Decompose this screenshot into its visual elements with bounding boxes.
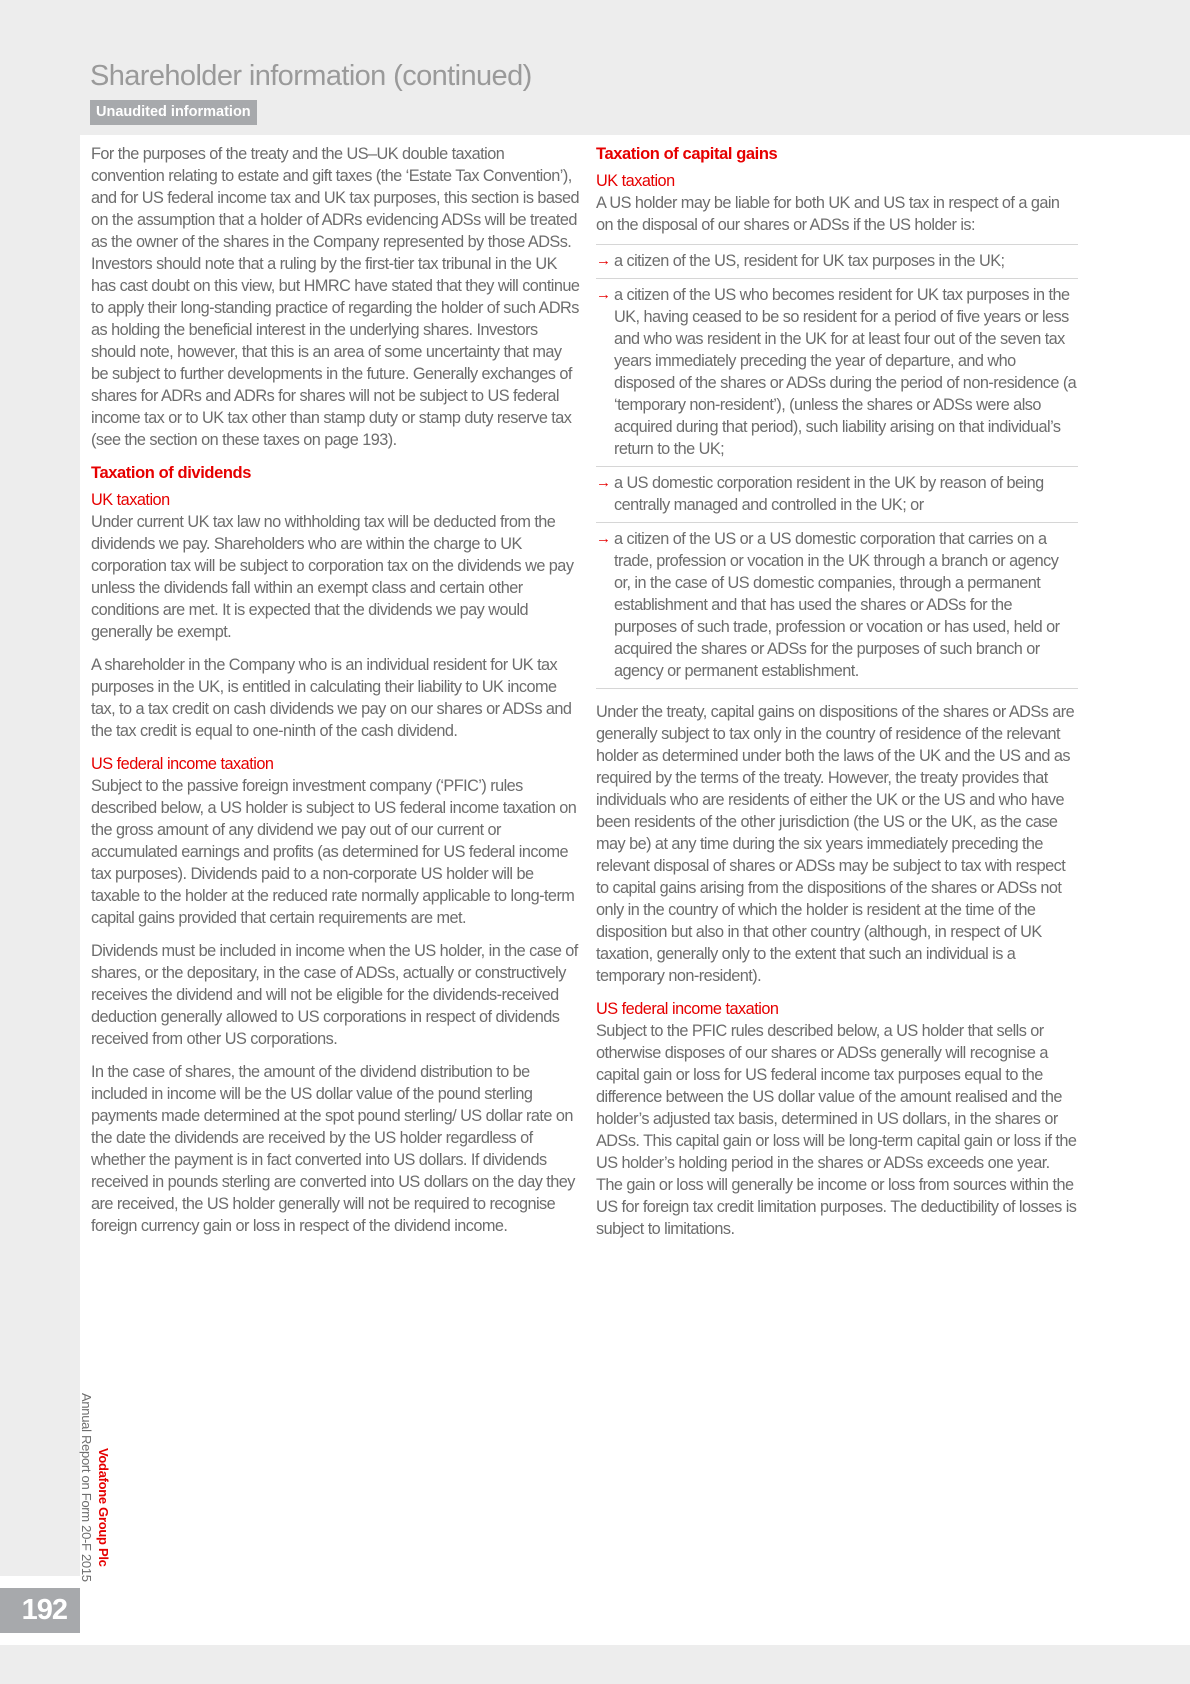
list-item-text: a citizen of the US or a US domestic corporation that carries on a trade, profession or vocation in the UK through a branch or agency or, in the case of US domestic companies, through a permanent establishment and that has used the shares or ADSs for the purposes of such trade, profession or vocation or has used, held or acquired the shares or ADSs for the purposes of such branch or agency or permanent establishment. <box>614 530 1060 680</box>
page-number: 192 <box>0 1588 80 1633</box>
report-name: Annual Report on Form 20-F 2015 <box>79 1393 94 1582</box>
arrow-right-icon: → <box>596 252 611 269</box>
footer-band <box>0 1645 1190 1684</box>
list-item-text: a citizen of the US, resident for UK tax purposes in the UK; <box>614 252 1005 270</box>
list-item <box>596 523 1078 689</box>
treaty-paragraph: Under the treaty, capital gains on dispositions of the shares or ADSs are generally subject to tax only in the country of residence of the relevant holder as determined under both the laws of the UK and the US and as required by the terms of the treaty. However, the treaty provides that individuals who are residents of either the UK or the US and who have been residents of the other jurisdiction (the US or the UK, as the case may be) at any time during the six years immediately preceding the relevant disposal of shares or ADSs may be subject to tax with respect to capital gains arising from the dispositions of the shares or ADSs not only in the country of which the holder is resident at the time of the disposition but also in that other country (although, in respect of UK taxation, generally only to the extent that such an individual is a temporary non-resident). <box>596 703 1075 985</box>
capital-gains-us-paragraph: Subject to the PFIC rules described below, a US holder that sells or otherwise disposes of our shares or ADSs generally will recognise a capital gain or loss for US federal income tax purposes equal to the difference between the US dollar value of the amount realised and the holder’s adjusted tax basis, determined in US dollars, in the shares or ADSs. This capital gain or loss will be long-term capital gain or loss if the US holder’s holding period in the shares or ADSs exceeds one year. The gain or loss will generally be income or loss from sources within the US for foreign tax credit limitation purposes. The deductibility of losses is subject to limitations. <box>596 1022 1077 1238</box>
list-item <box>596 245 1078 279</box>
capital-gains-uk-intro: A US holder may be liable for both UK and US tax in respect of a gain on the disposal of our shares or ADSs if the US holder is: <box>596 194 1060 234</box>
dividends-uk-paragraph-2: A shareholder in the Company who is an individual resident for UK tax purposes in the UK, is entitled in calculating their liability to UK income tax, to a tax credit on cash dividends we pay on our shares or ADSs and the tax credit is equal to one-ninth of the cash dividend. <box>91 656 572 740</box>
dividends-us-paragraph-3: In the case of shares, the amount of the dividend distribution to be included in income will be the US dollar value of the pound sterling payments made determined at the spot pound sterling/ US dollar rate on the date the dividends are received by the US holder regardless of whether the payment is in fact converted into US dollars. If dividends received in pounds sterling are converted into US dollars on the day they are received, the US holder generally will not be required to recognise foreign currency gain or loss in respect of the dividend income. <box>91 1063 575 1235</box>
sidebar-background <box>0 135 80 1576</box>
list-item <box>596 467 1078 523</box>
arrow-right-icon: → <box>596 530 611 547</box>
list-item-text: a US domestic corporation resident in the UK by reason of being centrally managed and controlled in the UK; or <box>614 474 1044 514</box>
arrow-right-icon: → <box>596 286 611 303</box>
dividends-uk-paragraph-1: Under current UK tax law no withholding tax will be deducted from the dividends we pay. Shareholders who are within the charge to UK corporation tax will be subject to corporation tax on the dividends we pay unless the dividends fall within an exempt class and certain other conditions are met. It is expected that the dividends we pay would generally be exempt. <box>91 513 574 641</box>
arrow-right-icon: → <box>596 474 611 491</box>
intro-paragraph: For the purposes of the treaty and the US–UK double taxation convention relating to estate and gift taxes (the ‘Estate Tax Convention’), and for US federal income tax and UK tax purposes, this section is based on the assumption that a holder of ADRs evidencing ADSs will be treated as the owner of the shares in the Company represented by those ADSs. Investors should note that a ruling by the first-tier tax tribunal in the UK has cast doubt on this view, but HMRC have stated that they will continue to apply their long-standing practice of regarding the holder of such ADRs as holding the beneficial interest in the underlying shares. Investors should note, however, that this is an area of some uncertainty that may be subject to further developments in the future. Generally exchanges of shares for ADRs and ADRs for shares will not be subject to US federal income tax or to UK tax other than stamp duty or stamp duty reserve tax (see the section on these taxes on page 193). <box>91 145 580 449</box>
dividends-us-paragraph-2: Dividends must be included in income when the US holder, in the case of shares, or the depositary, in the case of ADSs, actually or constructively receives the dividend and will not be eligible for the dividends-received deduction generally allowed to US corporations in respect of dividends received from other US corporations. <box>91 942 578 1048</box>
dividends-heading: Taxation of dividends <box>91 464 251 482</box>
us-holder-conditions-list <box>596 244 1078 689</box>
company-name: Vodafone Group Plc <box>96 1448 111 1567</box>
list-item <box>596 279 1078 467</box>
capital-gains-heading: Taxation of capital gains <box>596 145 778 163</box>
dividends-uk-taxation-heading: UK taxation <box>91 491 170 509</box>
right-column <box>596 143 1078 1251</box>
left-column <box>91 143 581 1248</box>
capital-gains-us-taxation-heading: US federal income taxation <box>596 1000 779 1018</box>
dividends-us-paragraph-1: Subject to the passive foreign investment company (‘PFIC’) rules described below, a US holder is subject to US federal income taxation on the gross amount of any dividend we pay out of our current or accumulated earnings and profits (as determined for US federal income tax purposes). Dividends paid to a non-corporate US holder will be taxable to the holder at the reduced rate normally applicable to long-term capital gains provided that certain requirements are met. <box>91 777 577 927</box>
unaudited-badge: Unaudited information <box>90 100 257 125</box>
page-title: Shareholder information (continued) <box>90 60 532 92</box>
footer-vertical-text <box>72 1393 112 1582</box>
capital-gains-uk-taxation-heading: UK taxation <box>596 172 675 190</box>
list-item-text: a citizen of the US who becomes resident for UK tax purposes in the UK, having ceased to be so resident for a period of five years or less and who was resident in the UK for at least four out of the seven tax years immediately preceding the year of departure, and who disposed of the shares or ADSs during the period of non-residence (a ‘temporary non-resident’), (unless the shares or ADSs were also acquired during that period), such liability arising on that individual’s return to the UK; <box>614 286 1077 458</box>
dividends-us-taxation-heading: US federal income taxation <box>91 755 274 773</box>
